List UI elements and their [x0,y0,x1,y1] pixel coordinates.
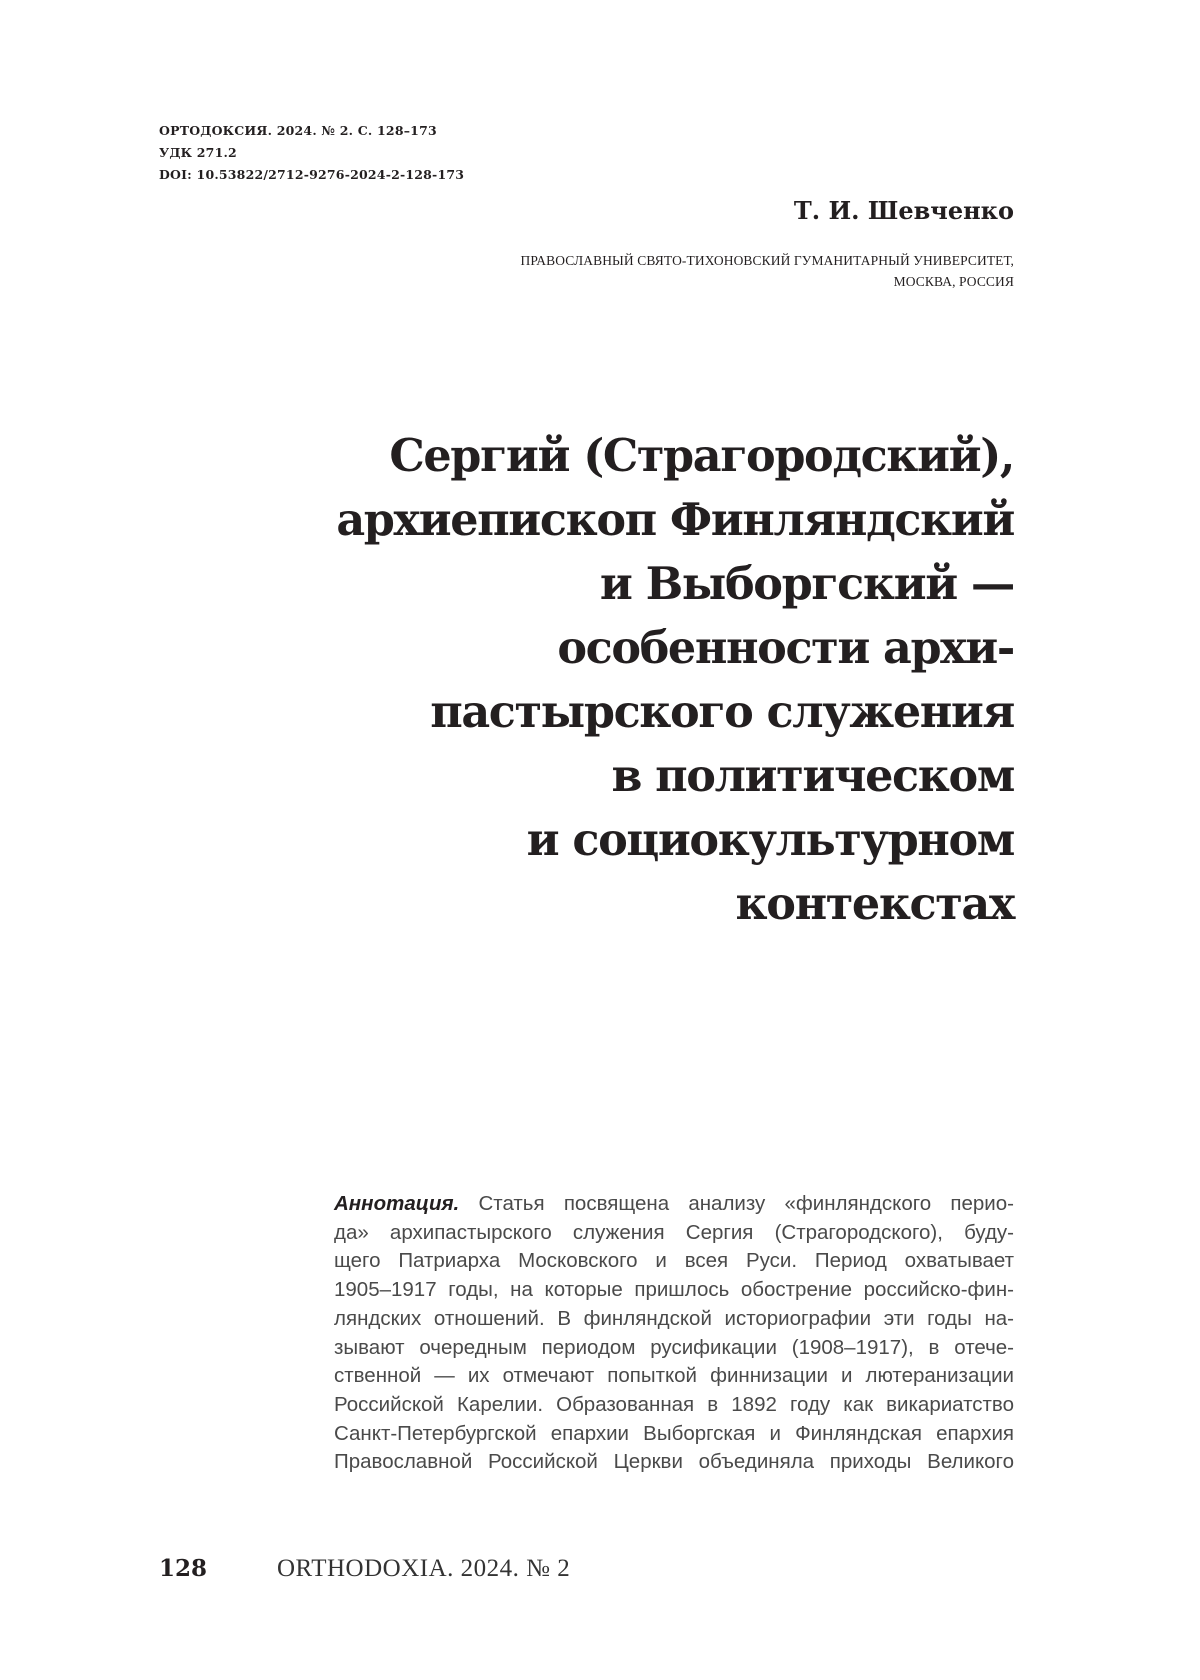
abstract-line: Российской Карелии. Образованная в 1892 году как викариатство [334,1392,1014,1416]
article-title [254,424,1014,936]
article-meta [159,120,464,186]
udc-code: УДК 271.2 [159,145,237,160]
abstract-line: Санкт-Петербургской епархии Выборгская и Финляндская епархия [334,1421,1014,1445]
affiliation-line: ПРАВОСЛАВНЫЙ СВЯТО-ТИХОНОВСКИЙ ГУМАНИТАРНЫЙ УНИВЕРСИТЕТ, [520,253,1014,268]
title-line: контекстах [735,878,1014,930]
title-line: и социокультурном [526,814,1014,866]
abstract-line: ственной — их отмечают попыткой финнизации и лютеранизации [334,1364,1014,1388]
abstract-line: ляндских отношений. В финляндской историографии эти годы на- [334,1306,1014,1330]
title-line: пастырского служения [430,686,1014,738]
abstract-line: щего Патриарха Московского и всея Руси. Период охватывает [334,1249,1014,1273]
title-line: в политическом [611,750,1014,802]
author-name: Т. И. Шевченко [793,196,1014,225]
abstract-line: да» архипастырского служения Сергия (Страгородского), буду- [334,1220,1014,1244]
title-line: и Выборгский — [599,558,1014,610]
abstract-line: Православной Российской Церкви объединяла приходы Великого [334,1450,1014,1474]
title-line: архиепископ Финляндский [336,494,1014,546]
citation: ОРТОДОКСИЯ. 2024. № 2. С. 128–173 [159,123,437,138]
title-line: Сергий (Страгородский), [389,430,1014,482]
journal-name: ORTHODOXIA. 2024. № 2 [277,1555,571,1582]
abstract-line: 1905–1917 годы, на которые пришлось обострение российско-фин- [334,1278,1014,1302]
page-footer [159,1555,571,1582]
author-affiliation [521,250,1014,292]
affiliation-line: МОСКВА, РОССИЯ [893,274,1014,289]
abstract-line: зывают очередным периодом русификации (1908–1917), в отече- [334,1335,1014,1359]
page-number: 128 [159,1555,208,1582]
abstract-label: Аннотация. [334,1192,460,1215]
doi: DOI: 10.53822/2712-9276-2024-2-128-173 [159,167,465,182]
title-line: особенности архи- [557,622,1014,674]
abstract [334,1190,1014,1477]
abstract-line: Аннотация. Статья посвящена анализу «финляндского перио- [334,1192,1014,1215]
